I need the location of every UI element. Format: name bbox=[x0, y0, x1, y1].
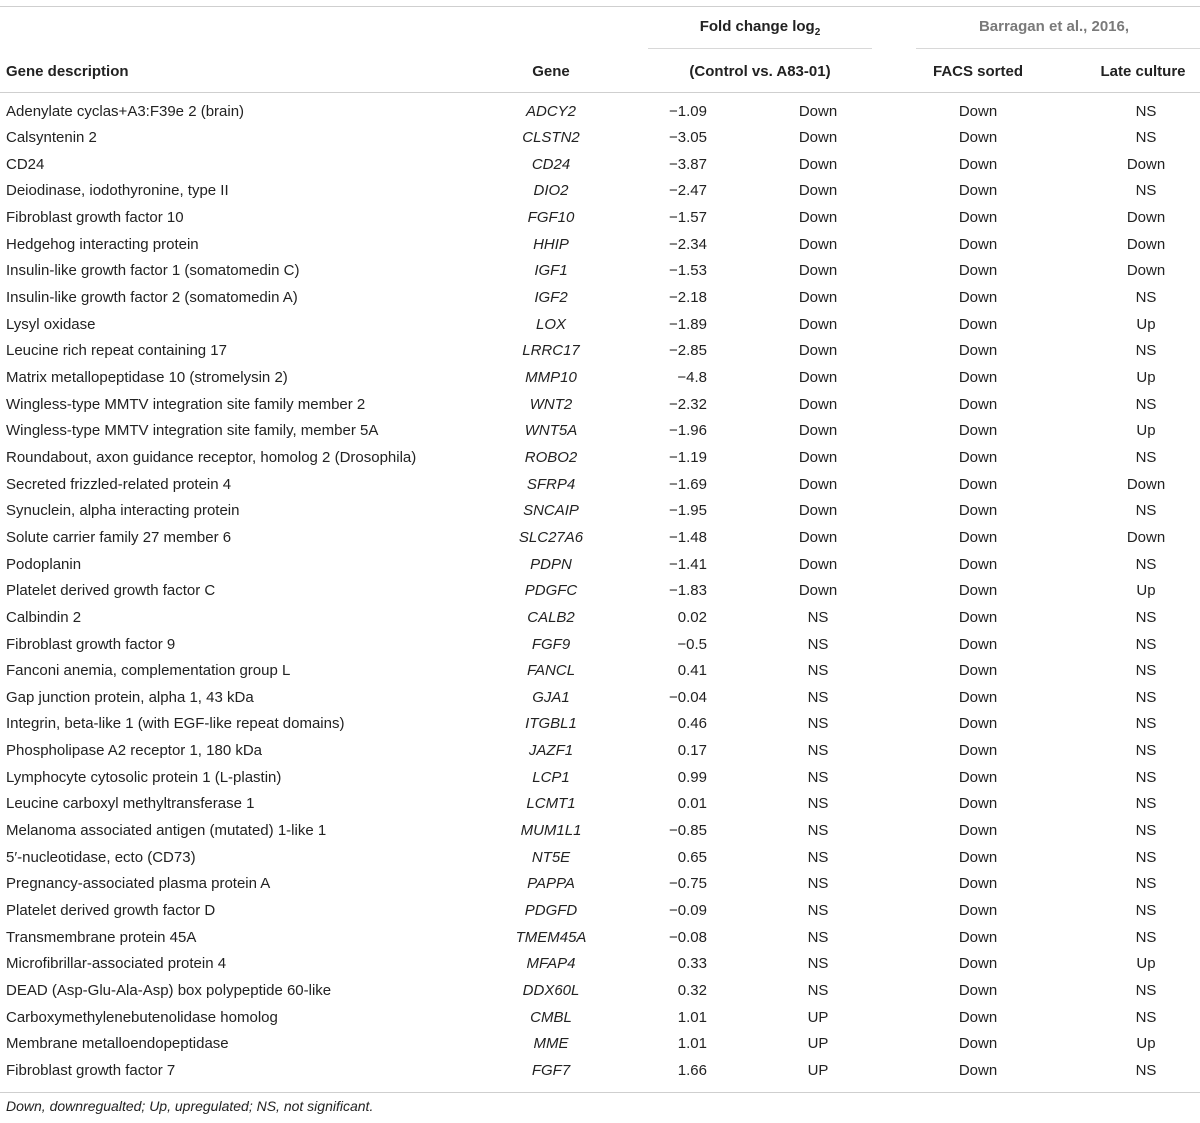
fold-change-value-cell: −0.5 bbox=[677, 635, 707, 653]
facs-sorted-cell: Down bbox=[958, 262, 998, 280]
table-row bbox=[0, 552, 1200, 579]
table-row bbox=[0, 392, 1200, 419]
gene-description-cell: Integrin, beta-like 1 (with EGF-like repeat domains) bbox=[6, 715, 345, 733]
table-footnote: Down, downregualted; Up, upregulated; NS, not significant. bbox=[6, 1098, 374, 1114]
gene-description-cell: Fanconi anemia, complementation group L bbox=[6, 662, 291, 680]
late-culture-cell: NS bbox=[1135, 635, 1157, 653]
gene-description-cell: Calbindin 2 bbox=[6, 608, 82, 626]
table-row bbox=[0, 205, 1200, 232]
regulation-direction-cell: UP bbox=[807, 1008, 829, 1026]
fold-change-value-cell: −0.08 bbox=[669, 928, 707, 946]
fold-change-value-cell: 0.46 bbox=[677, 715, 707, 733]
gene-description-cell: Podoplanin bbox=[6, 555, 82, 573]
regulation-direction-cell: Down bbox=[798, 528, 838, 546]
facs-sorted-cell: Down bbox=[958, 235, 998, 253]
table-row bbox=[0, 605, 1200, 632]
facs-sorted-cell: Down bbox=[958, 875, 998, 893]
late-culture-cell: NS bbox=[1135, 608, 1157, 626]
late-culture-cell: NS bbox=[1135, 448, 1157, 466]
regulation-direction-cell: NS bbox=[807, 902, 829, 919]
table-row bbox=[0, 1058, 1200, 1085]
fold-change-value-cell: −2.47 bbox=[669, 182, 707, 200]
facs-sorted-cell: Down bbox=[958, 582, 998, 600]
gene-description-cell: Platelet derived growth factor D bbox=[6, 902, 216, 919]
table-row bbox=[0, 791, 1200, 818]
fold-change-header bbox=[700, 18, 821, 38]
table-top-rule bbox=[0, 6, 1200, 7]
table-row bbox=[0, 951, 1200, 978]
gene-description-cell: Leucine rich repeat containing 17 bbox=[6, 342, 227, 360]
gene-symbol-cell: ITGBL1 bbox=[525, 715, 577, 733]
regulation-direction-cell: NS bbox=[807, 608, 829, 626]
table-row bbox=[0, 418, 1200, 445]
gene-symbol-cell: LCMT1 bbox=[526, 795, 576, 813]
table-row bbox=[0, 365, 1200, 392]
facs-sorted-cell: Down bbox=[958, 768, 998, 786]
fold-change-log-base: 2 bbox=[814, 27, 821, 38]
facs-sorted-cell: Down bbox=[958, 848, 998, 866]
table-row bbox=[0, 338, 1200, 365]
barragan-header: Barragan et al., 2016, bbox=[978, 18, 1130, 35]
regulation-direction-cell: Down bbox=[798, 182, 838, 200]
facs-sorted-cell: Down bbox=[958, 928, 998, 946]
table-row bbox=[0, 498, 1200, 525]
facs-sorted-cell: Down bbox=[958, 1061, 998, 1079]
gene-symbol-cell: FGF10 bbox=[527, 209, 575, 227]
gene-description-cell: Synuclein, alpha interacting protein bbox=[6, 502, 240, 520]
late-culture-cell: NS bbox=[1135, 1008, 1157, 1026]
late-culture-cell: NS bbox=[1135, 129, 1157, 147]
table-row bbox=[0, 445, 1200, 472]
fold-change-value-cell: −0.75 bbox=[669, 875, 707, 893]
table-row bbox=[0, 711, 1200, 738]
regulation-direction-cell: Down bbox=[798, 448, 838, 466]
late-culture-cell: NS bbox=[1135, 688, 1157, 706]
regulation-direction-cell: NS bbox=[807, 955, 829, 973]
regulation-direction-cell: Down bbox=[798, 395, 838, 413]
fold-change-value-cell: −1.41 bbox=[669, 555, 707, 573]
late-culture-cell: NS bbox=[1135, 848, 1157, 866]
gene-description-cell: Wingless-type MMTV integration site family, member 5A bbox=[6, 422, 379, 440]
gene-description-cell: Microfibrillar-associated protein 4 bbox=[6, 955, 227, 973]
regulation-direction-cell: Down bbox=[798, 315, 838, 333]
late-culture-cell: Up bbox=[1136, 422, 1156, 440]
gene-symbol-cell: GJA1 bbox=[532, 688, 570, 706]
fold-change-value-cell: 0.99 bbox=[677, 768, 707, 786]
gene-description-cell: Gap junction protein, alpha 1, 43 kDa bbox=[6, 688, 254, 706]
gene-symbol-cell: PDPN bbox=[530, 555, 572, 573]
facs-sorted-cell: Down bbox=[958, 635, 998, 653]
table-row bbox=[0, 845, 1200, 872]
gene-description-cell: Melanoma associated antigen (mutated) 1-like 1 bbox=[6, 822, 327, 840]
late-culture-cell: NS bbox=[1135, 822, 1157, 840]
late-culture-cell: NS bbox=[1135, 502, 1157, 520]
facs-sorted-cell: Down bbox=[958, 182, 998, 200]
late-culture-cell: Down bbox=[1126, 235, 1166, 253]
regulation-direction-cell: Down bbox=[798, 235, 838, 253]
gene-symbol-cell: LCP1 bbox=[532, 768, 570, 786]
regulation-direction-cell: NS bbox=[807, 981, 829, 999]
facs-sorted-cell: Down bbox=[958, 822, 998, 840]
facs-sorted-cell: Down bbox=[958, 902, 998, 919]
fold-change-value-cell: 0.41 bbox=[677, 662, 707, 680]
fold-change-value-cell: −1.83 bbox=[669, 582, 707, 600]
gene-description-cell: Lymphocyte cytosolic protein 1 (L-plastin) bbox=[6, 768, 282, 786]
late-culture-cell: NS bbox=[1135, 768, 1157, 786]
gene-description-cell: 5′-nucleotidase, ecto (CD73) bbox=[6, 848, 196, 866]
gene-description-cell: Transmembrane protein 45A bbox=[6, 928, 197, 946]
late-culture-cell: NS bbox=[1135, 928, 1157, 946]
gene-description-cell: Lysyl oxidase bbox=[6, 315, 96, 333]
fold-change-value-cell: −1.69 bbox=[669, 475, 707, 493]
gene-description-cell: Matrix metallopeptidase 10 (stromelysin 2) bbox=[6, 369, 288, 386]
late-culture-cell: NS bbox=[1135, 662, 1157, 680]
facs-sorted-cell: Down bbox=[958, 608, 998, 626]
facs-sorted-cell: Down bbox=[958, 369, 998, 386]
table-row bbox=[0, 99, 1200, 126]
gene-symbol-cell: MFAP4 bbox=[526, 955, 576, 973]
facs-sorted-cell: Down bbox=[958, 448, 998, 466]
gene-description-cell: Adenylate cyclas+A3:F39e 2 (brain) bbox=[6, 102, 245, 120]
gene-description-cell: Fibroblast growth factor 9 bbox=[6, 635, 176, 653]
late-culture-cell: NS bbox=[1135, 289, 1157, 307]
late-culture-cell: NS bbox=[1135, 981, 1157, 999]
table-row bbox=[0, 152, 1200, 179]
gene-description-cell: Insulin-like growth factor 1 (somatomedin C) bbox=[6, 262, 300, 280]
gene-description-header: Gene description bbox=[6, 63, 129, 80]
facs-sorted-cell: Down bbox=[958, 102, 998, 120]
gene-symbol-cell: ROBO2 bbox=[524, 448, 578, 466]
table-row bbox=[0, 472, 1200, 499]
regulation-direction-cell: Down bbox=[798, 342, 838, 360]
fold-change-value-cell: 0.01 bbox=[677, 795, 707, 813]
table-row bbox=[0, 632, 1200, 659]
facs-sorted-cell: Down bbox=[958, 129, 998, 147]
fold-change-value-cell: −2.18 bbox=[669, 289, 707, 307]
late-culture-cell: Down bbox=[1126, 528, 1166, 546]
late-culture-cell: Up bbox=[1136, 955, 1156, 973]
fold-change-value-cell: −1.89 bbox=[669, 315, 707, 333]
regulation-direction-cell: Down bbox=[798, 502, 838, 520]
gene-symbol-cell: ADCY2 bbox=[525, 102, 577, 120]
fold-change-value-cell: −3.05 bbox=[669, 129, 707, 147]
gene-description-cell: Calsyntenin 2 bbox=[6, 129, 97, 147]
fold-change-value-cell: 0.33 bbox=[677, 955, 707, 973]
gene-symbol-cell: WNT5A bbox=[524, 422, 578, 440]
fold-change-value-cell: −2.32 bbox=[669, 395, 707, 413]
late-culture-cell: Down bbox=[1126, 475, 1166, 493]
gene-symbol-cell: LOX bbox=[535, 315, 567, 333]
gene-symbol-cell: CLSTN2 bbox=[522, 129, 580, 147]
late-culture-cell: Up bbox=[1136, 369, 1156, 386]
gene-description-cell: Membrane metalloendopeptidase bbox=[6, 1035, 229, 1053]
gene-symbol-cell: DIO2 bbox=[533, 182, 569, 200]
table-row bbox=[0, 658, 1200, 685]
fold-change-value-cell: −0.09 bbox=[669, 902, 707, 919]
regulation-direction-cell: Down bbox=[798, 209, 838, 227]
facs-sorted-cell: Down bbox=[958, 395, 998, 413]
regulation-direction-cell: NS bbox=[807, 688, 829, 706]
regulation-direction-cell: NS bbox=[807, 715, 829, 733]
late-culture-cell: NS bbox=[1135, 715, 1157, 733]
fold-change-value-cell: 0.02 bbox=[677, 608, 707, 626]
fold-change-value-cell: −1.95 bbox=[669, 502, 707, 520]
regulation-direction-cell: NS bbox=[807, 768, 829, 786]
fold-change-value-cell: −1.19 bbox=[669, 448, 707, 466]
gene-symbol-cell: PDGFC bbox=[524, 582, 578, 600]
gene-symbol-cell: DDX60L bbox=[522, 981, 580, 999]
gene-symbol-cell: PDGFD bbox=[524, 902, 578, 919]
facs-sorted-cell: Down bbox=[958, 981, 998, 999]
gene-symbol-cell: FANCL bbox=[526, 662, 576, 680]
gene-description-cell: DEAD (Asp-Glu-Ala-Asp) box polypeptide 60-like bbox=[6, 981, 332, 999]
regulation-direction-cell: Down bbox=[798, 555, 838, 573]
facs-sorted-cell: Down bbox=[958, 502, 998, 520]
late-culture-cell: Up bbox=[1136, 315, 1156, 333]
late-culture-cell: NS bbox=[1135, 795, 1157, 813]
regulation-direction-cell: Down bbox=[798, 155, 838, 173]
regulation-direction-cell: NS bbox=[807, 875, 829, 893]
facs-sorted-cell: Down bbox=[958, 795, 998, 813]
late-culture-cell: Down bbox=[1126, 209, 1166, 227]
fold-change-label: Fold change log bbox=[699, 18, 815, 35]
facs-sorted-cell: Down bbox=[958, 1008, 998, 1026]
facs-sorted-cell: Down bbox=[958, 1035, 998, 1053]
regulation-direction-cell: UP bbox=[807, 1035, 829, 1053]
regulation-direction-cell: UP bbox=[807, 1061, 829, 1079]
gene-description-cell: Fibroblast growth factor 7 bbox=[6, 1061, 176, 1079]
control-vs-header: (Control vs. A83-01) bbox=[689, 63, 831, 80]
fold-change-value-cell: 1.01 bbox=[677, 1035, 707, 1053]
facs-sorted-cell: Down bbox=[958, 662, 998, 680]
late-culture-cell: NS bbox=[1135, 395, 1157, 413]
table-row bbox=[0, 765, 1200, 792]
facs-sorted-cell: Down bbox=[958, 475, 998, 493]
gene-symbol-cell: TMEM45A bbox=[515, 928, 587, 946]
table-row bbox=[0, 178, 1200, 205]
facs-sorted-cell: Down bbox=[958, 715, 998, 733]
fold-change-value-cell: 0.32 bbox=[677, 981, 707, 999]
gene-description-cell: Phospholipase A2 receptor 1, 180 kDa bbox=[6, 742, 263, 760]
facs-sorted-cell: Down bbox=[958, 688, 998, 706]
late-culture-cell: NS bbox=[1135, 742, 1157, 760]
gene-description-cell: Secreted frizzled-related protein 4 bbox=[6, 475, 232, 493]
regulation-direction-cell: Down bbox=[798, 262, 838, 280]
regulation-direction-cell: NS bbox=[807, 928, 829, 946]
gene-symbol-cell: FGF9 bbox=[531, 635, 571, 653]
fold-change-value-cell: −3.87 bbox=[669, 155, 707, 173]
gene-description-cell: Solute carrier family 27 member 6 bbox=[6, 528, 232, 546]
regulation-direction-cell: NS bbox=[807, 795, 829, 813]
gene-symbol-cell: PAPPA bbox=[527, 875, 575, 893]
late-culture-cell: NS bbox=[1135, 1061, 1157, 1079]
gene-symbol-cell: CALB2 bbox=[527, 608, 575, 626]
gene-symbol-cell: IGF1 bbox=[534, 262, 568, 280]
table-row bbox=[0, 232, 1200, 259]
fold-change-value-cell: −1.96 bbox=[669, 422, 707, 440]
table-bottom-rule bbox=[0, 1092, 1200, 1093]
fold-change-value-cell: 1.66 bbox=[677, 1061, 707, 1079]
late-culture-header: Late culture bbox=[1100, 63, 1186, 80]
gene-symbol-cell: CMBL bbox=[530, 1008, 572, 1026]
late-culture-cell: NS bbox=[1135, 875, 1157, 893]
table-row bbox=[0, 285, 1200, 312]
gene-description-cell: Roundabout, axon guidance receptor, homolog 2 (Drosophila) bbox=[6, 448, 417, 466]
facs-sorted-cell: Down bbox=[958, 555, 998, 573]
gene-symbol-cell: IGF2 bbox=[534, 289, 568, 307]
gene-description-cell: CD24 bbox=[6, 155, 45, 173]
table-row bbox=[0, 258, 1200, 285]
regulation-direction-cell: NS bbox=[807, 822, 829, 840]
table-row bbox=[0, 738, 1200, 765]
fold-change-value-cell: −2.85 bbox=[669, 342, 707, 360]
barragan-group-rule bbox=[916, 48, 1200, 49]
regulation-direction-cell: Down bbox=[798, 475, 838, 493]
late-culture-cell: NS bbox=[1135, 182, 1157, 200]
late-culture-cell: Down bbox=[1126, 262, 1166, 280]
header-bottom-rule bbox=[0, 92, 1200, 93]
facs-sorted-cell: Down bbox=[958, 742, 998, 760]
fold-change-value-cell: −4.8 bbox=[677, 369, 707, 386]
fold-change-value-cell: 1.01 bbox=[677, 1008, 707, 1026]
gene-description-cell: Deiodinase, iodothyronine, type II bbox=[6, 182, 229, 200]
gene-symbol-cell: CD24 bbox=[531, 155, 571, 173]
gene-description-cell: Leucine carboxyl methyltransferase 1 bbox=[6, 795, 255, 813]
fold-change-value-cell: −1.09 bbox=[669, 102, 707, 120]
gene-symbol-cell: WNT2 bbox=[529, 395, 573, 413]
facs-sorted-header: FACS sorted bbox=[932, 63, 1024, 80]
fold-change-value-cell: −1.48 bbox=[669, 528, 707, 546]
facs-sorted-cell: Down bbox=[958, 155, 998, 173]
fold-change-value-cell: −1.57 bbox=[669, 209, 707, 227]
gene-description-cell: Hedgehog interacting protein bbox=[6, 235, 199, 253]
fold-change-value-cell: −0.85 bbox=[669, 822, 707, 840]
regulation-direction-cell: NS bbox=[807, 662, 829, 680]
gene-description-cell: Insulin-like growth factor 2 (somatomedin A) bbox=[6, 289, 298, 307]
table-row bbox=[0, 525, 1200, 552]
fold-change-value-cell: −1.53 bbox=[669, 262, 707, 280]
regulation-direction-cell: Down bbox=[798, 289, 838, 307]
facs-sorted-cell: Down bbox=[958, 315, 998, 333]
late-culture-cell: Up bbox=[1136, 582, 1156, 600]
facs-sorted-cell: Down bbox=[958, 422, 998, 440]
fold-change-value-cell: 0.65 bbox=[677, 848, 707, 866]
late-culture-cell: Up bbox=[1136, 1035, 1156, 1053]
gene-header: Gene bbox=[532, 63, 570, 80]
table-row bbox=[0, 685, 1200, 712]
table-row bbox=[0, 871, 1200, 898]
regulation-direction-cell: Down bbox=[798, 102, 838, 120]
facs-sorted-cell: Down bbox=[958, 289, 998, 307]
facs-sorted-cell: Down bbox=[958, 528, 998, 546]
facs-sorted-cell: Down bbox=[958, 342, 998, 360]
table-row bbox=[0, 1005, 1200, 1032]
gene-description-cell: Platelet derived growth factor C bbox=[6, 582, 216, 600]
gene-symbol-cell: FGF7 bbox=[531, 1061, 571, 1079]
table-row bbox=[0, 818, 1200, 845]
gene-symbol-cell: MMP10 bbox=[525, 369, 577, 386]
gene-symbol-cell: SLC27A6 bbox=[518, 528, 584, 546]
table-row bbox=[0, 978, 1200, 1005]
late-culture-cell: NS bbox=[1135, 555, 1157, 573]
regulation-direction-cell: Down bbox=[798, 369, 838, 386]
gene-symbol-cell: HHIP bbox=[533, 235, 569, 253]
fold-change-group-rule bbox=[648, 48, 872, 49]
gene-symbol-cell: NT5E bbox=[531, 848, 571, 866]
regulation-direction-cell: NS bbox=[807, 635, 829, 653]
regulation-direction-cell: NS bbox=[807, 848, 829, 866]
regulation-direction-cell: Down bbox=[798, 582, 838, 600]
table-row bbox=[0, 125, 1200, 152]
fold-change-value-cell: −2.34 bbox=[669, 235, 707, 253]
table-row bbox=[0, 925, 1200, 952]
gene-symbol-cell: MME bbox=[533, 1035, 569, 1053]
gene-symbol-cell: MUM1L1 bbox=[520, 822, 582, 840]
late-culture-cell: NS bbox=[1135, 102, 1157, 120]
gene-symbol-cell: JAZF1 bbox=[528, 742, 574, 760]
late-culture-cell: NS bbox=[1135, 902, 1157, 919]
late-culture-cell: Down bbox=[1126, 155, 1166, 173]
facs-sorted-cell: Down bbox=[958, 209, 998, 227]
table-row bbox=[0, 1031, 1200, 1058]
facs-sorted-cell: Down bbox=[958, 955, 998, 973]
gene-symbol-cell: SNCAIP bbox=[523, 502, 579, 520]
regulation-direction-cell: Down bbox=[798, 129, 838, 147]
table-row bbox=[0, 312, 1200, 339]
regulation-direction-cell: Down bbox=[798, 422, 838, 440]
gene-symbol-cell: SFRP4 bbox=[526, 475, 576, 493]
table-row bbox=[0, 898, 1200, 925]
late-culture-cell: NS bbox=[1135, 342, 1157, 360]
table-row bbox=[0, 578, 1200, 605]
gene-description-cell: Carboxymethylenebutenolidase homolog bbox=[6, 1008, 278, 1026]
gene-description-cell: Wingless-type MMTV integration site family member 2 bbox=[6, 395, 366, 413]
gene-description-cell: Fibroblast growth factor 10 bbox=[6, 209, 184, 227]
gene-symbol-cell: LRRC17 bbox=[522, 342, 580, 360]
gene-description-cell: Pregnancy-associated plasma protein A bbox=[6, 875, 271, 893]
fold-change-value-cell: 0.17 bbox=[677, 742, 707, 760]
fold-change-value-cell: −0.04 bbox=[669, 688, 707, 706]
regulation-direction-cell: NS bbox=[807, 742, 829, 760]
